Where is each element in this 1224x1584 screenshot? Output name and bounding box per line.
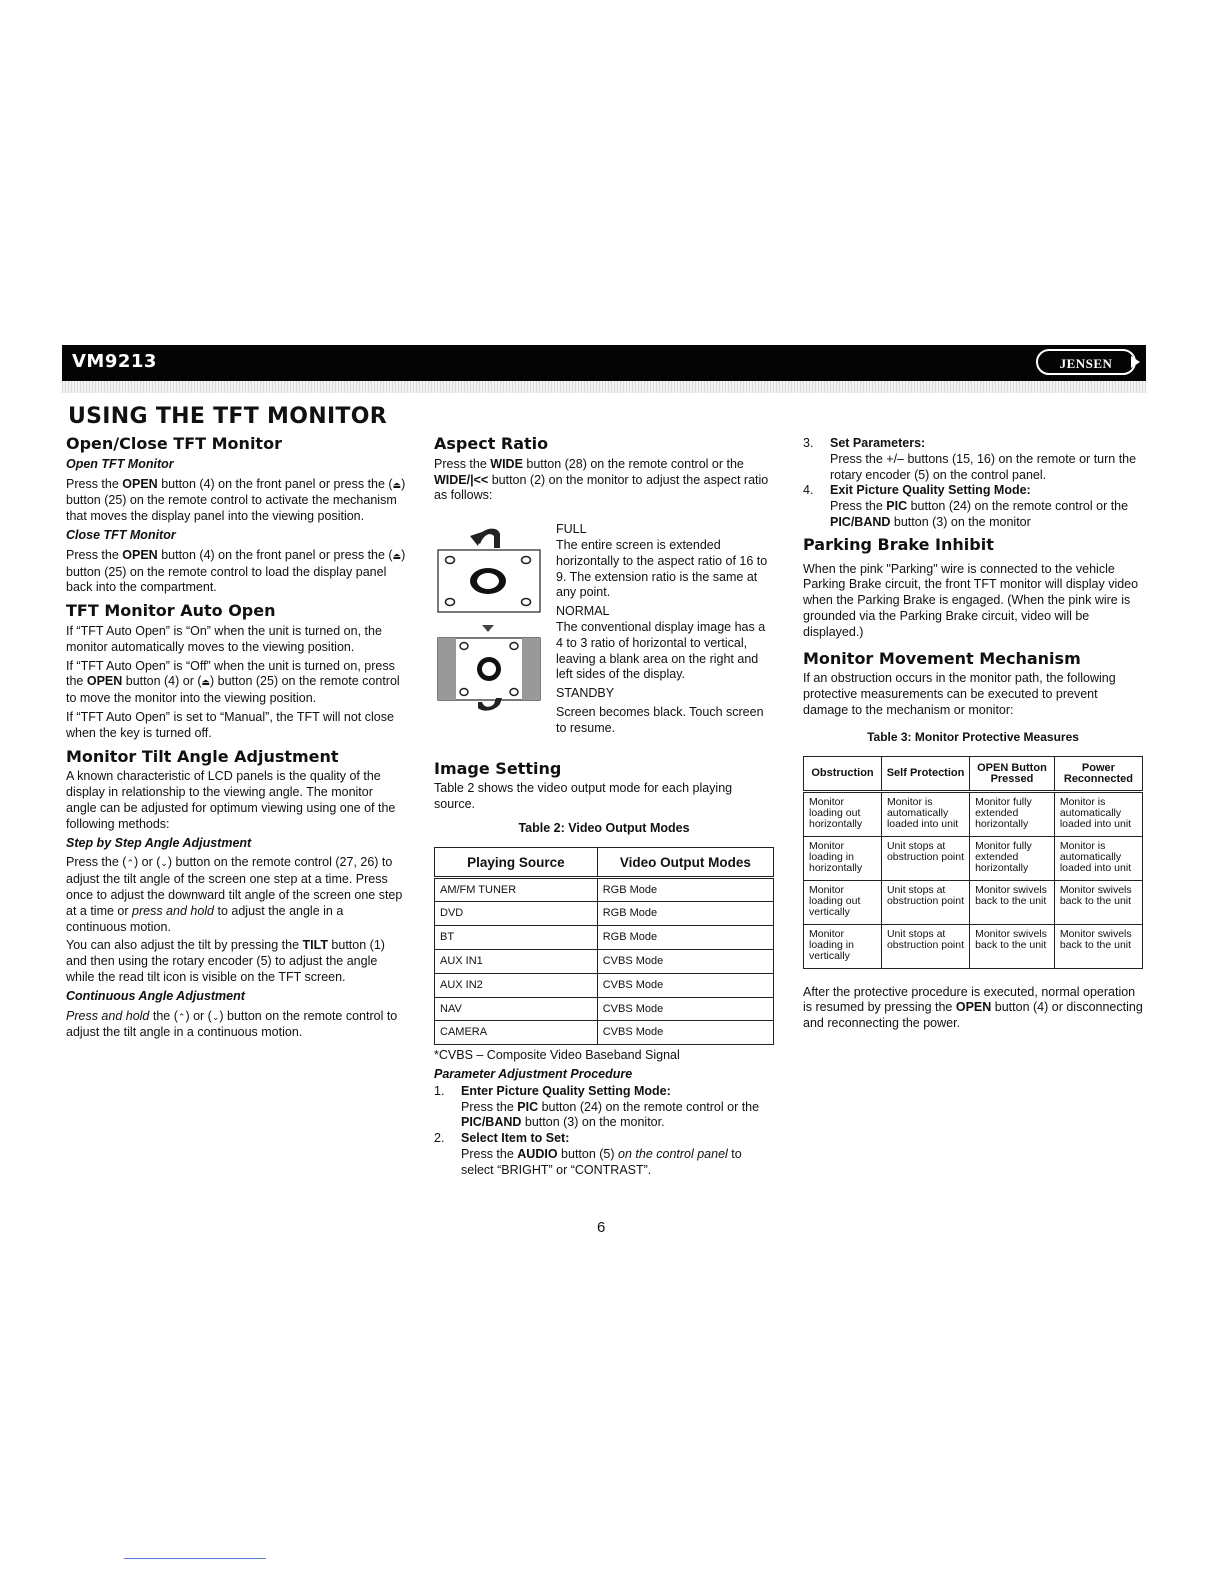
table-cell: Monitor fully extended horizontally [970, 791, 1055, 836]
eject-icon: ⏏ [392, 479, 402, 490]
param-sub-heading: Parameter Adjustment Procedure [434, 1066, 633, 1081]
tilt-up-icon: ⌃ [177, 1011, 186, 1022]
table-cell: NAV [435, 997, 598, 1021]
table-cell: DVD [435, 902, 598, 926]
standby-title: STANDBY [556, 686, 615, 701]
tilt-down-icon: ⌄ [211, 1011, 220, 1022]
table-row [435, 997, 774, 1021]
column-3 [803, 436, 1143, 1035]
table-cell: AM/FM TUNER [435, 877, 598, 902]
open-text: Press the OPEN button (4) on the front panel or press the (⏏) button (25) on the remote control to activate the mechanism that moves the display panel into the viewing position. [66, 476, 406, 524]
open-close-heading: Open/Close TFT Monitor [66, 434, 282, 453]
table-header: Video Output Modes [597, 847, 773, 877]
param-step-1: 1. Enter Picture Quality Setting Mode: Press the PIC button (24) on the remote control or the PIC/BAND button (3) on the monitor. [434, 1083, 760, 1130]
table-cell: CVBS Mode [597, 973, 773, 997]
table-header: Self Protection [881, 756, 969, 791]
step-3-title: Set Parameters: [830, 436, 926, 450]
table-row [435, 973, 774, 997]
header-bar [62, 345, 1146, 381]
step-1-text: Press the PIC button (24) on the remote control or the PIC/BAND button (3) on the monitor. [461, 1099, 760, 1130]
param-step-4: 4. Exit Picture Quality Setting Mode: Press the PIC button (24) on the remote control or the PIC/BAND button (3) on the monitor [803, 483, 1129, 529]
normal-title: NORMAL [556, 604, 610, 619]
auto-open-p2: If “TFT Auto Open” is “Off” when the unit is turned on, press the OPEN button (4) or (⏏) button (25) on the remote control to move the monitor into the viewing position. [66, 658, 400, 706]
aspect-ratio-diagram [434, 522, 546, 722]
continuous-sub-heading: Continuous Angle Adjustment [66, 988, 245, 1003]
standby-text: Screen becomes black. Touch screen to resume. [556, 704, 764, 735]
table-cell: Unit stops at obstruction point [881, 880, 969, 924]
table-cell: Unit stops at obstruction point [881, 924, 969, 968]
column-1 [66, 436, 406, 1044]
video-output-table [434, 847, 774, 1045]
tilt-p1: A known characteristic of LCD panels is the quality of the display in relationship to the viewing angle. The monitor angle can be adjusted for optimum viewing using one of the following methods: [66, 769, 396, 831]
tilt-up-icon: ⌃ [126, 858, 134, 869]
movement-text: If an obstruction occurs in the monitor path, the following protective measurements can be executed to prevent damage to the mechanism or monitor: [803, 671, 1116, 717]
table-cell: Monitor swivels back to the unit [970, 924, 1055, 968]
brand-logo-tip [1131, 356, 1140, 368]
table-header-row [804, 756, 1143, 791]
image-setting-heading: Image Setting [434, 758, 562, 778]
header-halftone-strip [62, 381, 1146, 393]
model-name: VM9213 [72, 351, 157, 372]
table-cell: Unit stops at obstruction point [881, 836, 969, 880]
table-row [435, 877, 774, 902]
table-cell: CVBS Mode [597, 997, 773, 1021]
table-row [804, 791, 1143, 836]
parking-text: When the pink "Parking" wire is connected to the vehicle Parking Brake circuit, the front TFT monitor will display video when the Parking Brake is engaged. (When the pink wire is grounded via the Parking Brake circuit, video will be displayed.) [803, 561, 1139, 639]
step-text: Press the (⌃) or (⌄) button on the remote control (27, 26) to adjust the tilt angle of the screen one step at a time. Press once to adjust the downward tilt angle of the screen one step at a time or press and hold to adjust the angle in a continuous motion. [66, 855, 403, 934]
auto-open-p3: If “TFT Auto Open” is set to “Manual”, the TFT will not close when the key is turned off. [66, 709, 394, 740]
table-cell: Monitor is automatically loaded into unit [1054, 836, 1142, 880]
continuous-text: Press and hold the (⌃) or (⌄) button on the remote control to adjust the tilt angle in a continuous motion. [66, 1008, 398, 1040]
aspect-descriptions [556, 522, 774, 736]
table-row [435, 902, 774, 926]
cvbs-footnote: *CVBS – Composite Video Baseband Signal [434, 1048, 680, 1063]
table-cell: Monitor swivels back to the unit [970, 880, 1055, 924]
table-row [804, 836, 1143, 880]
param-step-2: 2. Select Item to Set: Press the AUDIO button (5) on the control panel to select “BRIGHT” or “CONTRAST”. [434, 1131, 742, 1177]
table-header: Power Reconnected [1054, 756, 1142, 791]
table-row [435, 949, 774, 973]
table-row [804, 880, 1143, 924]
table-row [435, 926, 774, 950]
parking-heading: Parking Brake Inhibit [803, 534, 994, 554]
tilt-button-text: You can also adjust the tilt by pressing the TILT button (1) and then using the rotary encoder (5) to adjust the angle while the read tilt icon is visible on the TFT screen. [66, 938, 385, 984]
table-cell: CAMERA [435, 1021, 598, 1045]
table-header: Obstruction [804, 756, 882, 791]
eject-icon: ⏏ [392, 550, 402, 561]
table-cell: AUX IN1 [435, 949, 598, 973]
table-header-row [435, 847, 774, 877]
normal-text: The conventional display image has a 4 to 3 ratio of horizontal to vertical, leaving a blank area on the right and left sides of the display. [556, 619, 766, 682]
table-row [804, 924, 1143, 968]
param-step-3: 3. Set Parameters: Press the +/– buttons (15, 16) on the remote or turn the rotary encoder (5) on the control panel. [803, 436, 1137, 482]
table-2-caption: Table 2: Video Output Modes [518, 820, 690, 835]
table-cell: CVBS Mode [597, 949, 773, 973]
open-sub-heading: Open TFT Monitor [66, 456, 174, 471]
table-cell: Monitor loading in horizontally [804, 836, 882, 880]
table-row [435, 1021, 774, 1045]
table-cell: Monitor swivels back to the unit [1054, 880, 1142, 924]
table-cell: Monitor loading out horizontally [804, 791, 882, 836]
brand-logo: JENSEN [1036, 349, 1136, 375]
step-sub-heading: Step by Step Angle Adjustment [66, 835, 252, 850]
table-cell: Monitor swivels back to the unit [1054, 924, 1142, 968]
auto-open-p1: If “TFT Auto Open” is “On” when the unit is turned on, the monitor automatically moves to the viewing position. [66, 623, 382, 654]
table-cell: Monitor loading in vertically [804, 924, 882, 968]
aspect-figure-row [434, 522, 774, 736]
column-2 [434, 436, 774, 1178]
table-cell: RGB Mode [597, 926, 773, 950]
table-cell: Monitor is automatically loaded into unit [881, 791, 969, 836]
table-cell: Monitor fully extended horizontally [970, 836, 1055, 880]
footnote-rule [124, 1558, 266, 1559]
full-text: The entire screen is extended horizontally to the aspect ratio of 16 to 9. The extension ratio is the same at any point. [556, 537, 768, 600]
step-1-title: Enter Picture Quality Setting Mode: [461, 1083, 671, 1098]
movement-heading: Monitor Movement Mechanism [803, 648, 1081, 668]
close-sub-heading: Close TFT Monitor [66, 527, 176, 542]
tilt-down-icon: ⌄ [160, 858, 168, 869]
full-title: FULL [556, 522, 587, 537]
table-cell: AUX IN2 [435, 973, 598, 997]
table-cell: Monitor is automatically loaded into unit [1054, 791, 1142, 836]
auto-open-heading: TFT Monitor Auto Open [66, 601, 276, 621]
step-2-title: Select Item to Set: [461, 1131, 570, 1146]
step-4-text: Press the PIC button (24) on the remote control or the PIC/BAND button (3) on the monitor [830, 499, 1129, 529]
table-cell: Monitor loading out vertically [804, 880, 882, 924]
image-setting-intro: Table 2 shows the video output mode for each playing source. [434, 781, 733, 812]
step-3-text: Press the +/– buttons (15, 16) on the remote or turn the rotary encoder (5) on the control panel. [830, 451, 1137, 482]
page-number: 6 [597, 1219, 606, 1236]
eject-icon: ⏏ [201, 677, 211, 688]
aspect-heading: Aspect Ratio [434, 434, 549, 453]
protective-measures-table [803, 756, 1143, 969]
step-4-title: Exit Picture Quality Setting Mode: [830, 483, 1031, 498]
section-title: USING THE TFT MONITOR [68, 404, 387, 429]
table-header: OPEN Button Pressed [970, 756, 1055, 791]
table-header: Playing Source [435, 847, 598, 877]
table-3-caption: Table 3: Monitor Protective Measures [867, 729, 1079, 744]
close-text: Press the OPEN button (4) on the front panel or press the (⏏) button (25) on the remote control to load the display panel back into the compartment. [66, 547, 406, 595]
table-cell: CVBS Mode [597, 1021, 773, 1045]
aspect-intro: Press the WIDE button (28) on the remote control or the WIDE/|<< button (2) on the monitor to adjust the aspect ratio as follows: [434, 456, 769, 503]
after-protection-text: After the protective procedure is executed, normal operation is resumed by pressing the OPEN button (4) or disconnecting and reconnecting the power. [803, 984, 1143, 1031]
table-cell: RGB Mode [597, 877, 773, 902]
table-cell: BT [435, 926, 598, 950]
table-cell: RGB Mode [597, 902, 773, 926]
step-2-text: Press the AUDIO button (5) on the control panel to select “BRIGHT” or “CONTRAST”. [461, 1146, 742, 1177]
tilt-heading: Monitor Tilt Angle Adjustment [66, 746, 339, 766]
